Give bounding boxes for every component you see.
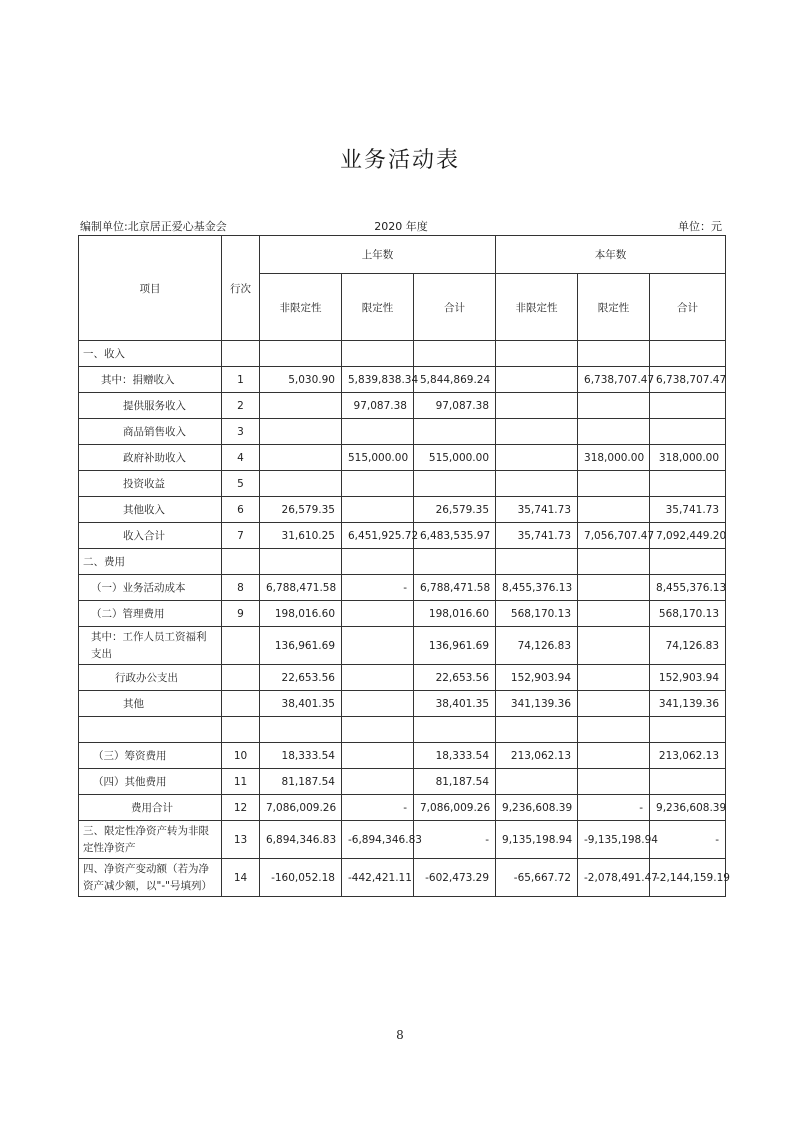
value-cell: 136,961.69: [414, 627, 496, 665]
row-label: 三、限定性净资产转为非限定性净资产: [79, 821, 222, 859]
table-row: [79, 497, 726, 523]
value-cell: [414, 471, 496, 497]
table-row: [79, 523, 726, 549]
value-cell: [342, 691, 414, 717]
value-cell: [260, 445, 342, 471]
row-label: 投资收益: [79, 471, 222, 497]
value-cell: [342, 549, 414, 575]
value-cell: [414, 549, 496, 575]
value-cell: [496, 367, 578, 393]
value-cell: 6,738,707.47: [650, 367, 726, 393]
row-label: [79, 717, 222, 743]
value-cell: [578, 549, 650, 575]
header-item: 项目: [79, 236, 222, 341]
row-number: [222, 717, 260, 743]
value-cell: -: [342, 575, 414, 601]
row-label: （二）管理费用: [79, 601, 222, 627]
table-row: [79, 821, 726, 859]
value-cell: 7,092,449.20: [650, 523, 726, 549]
value-cell: [578, 497, 650, 523]
value-cell: [496, 341, 578, 367]
value-cell: 6,738,707.47: [578, 367, 650, 393]
row-label: 其中：捐赠收入: [79, 367, 222, 393]
row-number: 3: [222, 419, 260, 445]
row-number: 6: [222, 497, 260, 523]
value-cell: [414, 341, 496, 367]
business-activity-table: [78, 235, 730, 897]
row-number: 8: [222, 575, 260, 601]
value-cell: [578, 393, 650, 419]
row-number: [222, 627, 260, 665]
header-prev-total: 合计: [414, 274, 496, 341]
value-cell: [650, 341, 726, 367]
value-cell: [578, 691, 650, 717]
value-cell: [260, 393, 342, 419]
value-cell: 213,062.13: [496, 743, 578, 769]
table-row: [79, 627, 726, 665]
row-label: 其他: [79, 691, 222, 717]
organization-label: 编制单位:北京居正爱心基金会: [80, 220, 227, 233]
table-row: [79, 691, 726, 717]
value-cell: 568,170.13: [496, 601, 578, 627]
value-cell: [260, 471, 342, 497]
value-cell: [578, 601, 650, 627]
value-cell: -65,667.72: [496, 859, 578, 897]
value-cell: [650, 471, 726, 497]
table-row: [79, 795, 726, 821]
value-cell: 18,333.54: [414, 743, 496, 769]
table-row: [79, 419, 726, 445]
value-cell: [260, 341, 342, 367]
header-prev-unrestricted: 非限定性: [260, 274, 342, 341]
value-cell: 35,741.73: [650, 497, 726, 523]
value-cell: [496, 445, 578, 471]
value-cell: 5,030.90: [260, 367, 342, 393]
value-cell: 198,016.60: [260, 601, 342, 627]
value-cell: 341,139.36: [496, 691, 578, 717]
table-row: [79, 601, 726, 627]
value-cell: 213,062.13: [650, 743, 726, 769]
table-row: [79, 471, 726, 497]
row-label: （四）其他费用: [79, 769, 222, 795]
value-cell: [578, 419, 650, 445]
value-cell: [578, 575, 650, 601]
value-cell: [496, 549, 578, 575]
value-cell: 6,788,471.58: [260, 575, 342, 601]
row-number: 14: [222, 859, 260, 897]
value-cell: 26,579.35: [414, 497, 496, 523]
value-cell: [496, 769, 578, 795]
value-cell: -602,473.29: [414, 859, 496, 897]
table-row: [79, 367, 726, 393]
value-cell: [342, 471, 414, 497]
value-cell: 7,086,009.26: [414, 795, 496, 821]
value-cell: [650, 549, 726, 575]
value-cell: [650, 717, 726, 743]
value-cell: 515,000.00: [342, 445, 414, 471]
header-curr-year: 本年数: [496, 236, 726, 274]
value-cell: 74,126.83: [496, 627, 578, 665]
value-cell: -2,144,159.19: [650, 859, 726, 897]
value-cell: 6,894,346.83: [260, 821, 342, 859]
year-label: 2020 年度: [374, 220, 428, 233]
table-row: [79, 859, 726, 897]
header-curr-restricted: 限定性: [578, 274, 650, 341]
value-cell: 6,483,535.97: [414, 523, 496, 549]
value-cell: -: [342, 795, 414, 821]
value-cell: [650, 769, 726, 795]
value-cell: -442,421.11: [342, 859, 414, 897]
value-cell: 318,000.00: [650, 445, 726, 471]
table-row: [79, 341, 726, 367]
value-cell: 38,401.35: [260, 691, 342, 717]
value-cell: [578, 471, 650, 497]
row-label: 提供服务收入: [79, 393, 222, 419]
value-cell: 26,579.35: [260, 497, 342, 523]
value-cell: [650, 393, 726, 419]
value-cell: [496, 393, 578, 419]
row-label: 收入合计: [79, 523, 222, 549]
value-cell: [496, 419, 578, 445]
value-cell: 341,139.36: [650, 691, 726, 717]
row-number: 9: [222, 601, 260, 627]
value-cell: [342, 717, 414, 743]
value-cell: [342, 419, 414, 445]
value-cell: 8,455,376.13: [650, 575, 726, 601]
value-cell: 6,451,925.72: [342, 523, 414, 549]
value-cell: [342, 341, 414, 367]
value-cell: 5,839,838.34: [342, 367, 414, 393]
row-label: 二、费用: [79, 549, 222, 575]
page-title: 业务活动表: [339, 148, 460, 173]
row-number: 1: [222, 367, 260, 393]
header-curr-total: 合计: [650, 274, 726, 341]
table-row: [79, 445, 726, 471]
row-number: [222, 665, 260, 691]
value-cell: 22,653.56: [260, 665, 342, 691]
table-row: [79, 549, 726, 575]
row-label: 费用合计: [79, 795, 222, 821]
row-number: 11: [222, 769, 260, 795]
value-cell: 515,000.00: [414, 445, 496, 471]
value-cell: [342, 769, 414, 795]
value-cell: [578, 341, 650, 367]
value-cell: 152,903.94: [650, 665, 726, 691]
value-cell: [342, 627, 414, 665]
value-cell: [578, 665, 650, 691]
row-label: 商品销售收入: [79, 419, 222, 445]
value-cell: [578, 627, 650, 665]
value-cell: 81,187.54: [414, 769, 496, 795]
value-cell: 6,788,471.58: [414, 575, 496, 601]
row-number: 7: [222, 523, 260, 549]
value-cell: 9,135,198.94: [496, 821, 578, 859]
row-number: 12: [222, 795, 260, 821]
value-cell: [342, 743, 414, 769]
value-cell: -160,052.18: [260, 859, 342, 897]
table-row: [79, 665, 726, 691]
value-cell: 9,236,608.39: [650, 795, 726, 821]
table-row: [79, 769, 726, 795]
table-row: [79, 575, 726, 601]
value-cell: 7,086,009.26: [260, 795, 342, 821]
row-label: 一、收入: [79, 341, 222, 367]
value-cell: -: [650, 821, 726, 859]
row-number: 5: [222, 471, 260, 497]
row-label: （三）筹资费用: [79, 743, 222, 769]
value-cell: 5,844,869.24: [414, 367, 496, 393]
value-cell: [260, 419, 342, 445]
value-cell: 31,610.25: [260, 523, 342, 549]
row-number: 13: [222, 821, 260, 859]
value-cell: -: [414, 821, 496, 859]
value-cell: [260, 549, 342, 575]
value-cell: 38,401.35: [414, 691, 496, 717]
row-label: 其他收入: [79, 497, 222, 523]
table-row: [79, 717, 726, 743]
row-label: 四、净资产变动额（若为净资产减少额，以"-"号填列）: [79, 859, 222, 897]
value-cell: -6,894,346.83: [342, 821, 414, 859]
row-label: 政府补助收入: [79, 445, 222, 471]
value-cell: 22,653.56: [414, 665, 496, 691]
page-number: 8: [396, 1028, 404, 1042]
row-number: [222, 691, 260, 717]
table-row: [79, 743, 726, 769]
value-cell: 74,126.83: [650, 627, 726, 665]
row-label: （一）业务活动成本: [79, 575, 222, 601]
value-cell: 136,961.69: [260, 627, 342, 665]
value-cell: 8,455,376.13: [496, 575, 578, 601]
row-number: 10: [222, 743, 260, 769]
value-cell: [578, 717, 650, 743]
value-cell: [414, 717, 496, 743]
table-row: [79, 393, 726, 419]
value-cell: [578, 743, 650, 769]
value-cell: [260, 717, 342, 743]
value-cell: 318,000.00: [578, 445, 650, 471]
value-cell: 97,087.38: [414, 393, 496, 419]
value-cell: [342, 497, 414, 523]
row-number: [222, 549, 260, 575]
value-cell: [414, 419, 496, 445]
value-cell: -9,135,198.94: [578, 821, 650, 859]
value-cell: -: [578, 795, 650, 821]
header-row-no: 行次: [222, 236, 260, 341]
value-cell: 152,903.94: [496, 665, 578, 691]
value-cell: [342, 665, 414, 691]
value-cell: [342, 601, 414, 627]
value-cell: 97,087.38: [342, 393, 414, 419]
header-prev-year: 上年数: [260, 236, 496, 274]
value-cell: [496, 471, 578, 497]
row-number: [222, 341, 260, 367]
header-prev-restricted: 限定性: [342, 274, 414, 341]
value-cell: 7,056,707.47: [578, 523, 650, 549]
value-cell: 568,170.13: [650, 601, 726, 627]
value-cell: 18,333.54: [260, 743, 342, 769]
header-curr-unrestricted: 非限定性: [496, 274, 578, 341]
row-label: 其中：工作人员工资福利支出: [79, 627, 222, 665]
value-cell: -2,078,491.47: [578, 859, 650, 897]
value-cell: [496, 717, 578, 743]
row-number: 2: [222, 393, 260, 419]
unit-label: 单位：元: [678, 220, 722, 233]
row-label: 行政办公支出: [79, 665, 222, 691]
value-cell: 198,016.60: [414, 601, 496, 627]
value-cell: [578, 769, 650, 795]
value-cell: 35,741.73: [496, 523, 578, 549]
value-cell: 81,187.54: [260, 769, 342, 795]
value-cell: 35,741.73: [496, 497, 578, 523]
value-cell: 9,236,608.39: [496, 795, 578, 821]
value-cell: [650, 419, 726, 445]
row-number: 4: [222, 445, 260, 471]
